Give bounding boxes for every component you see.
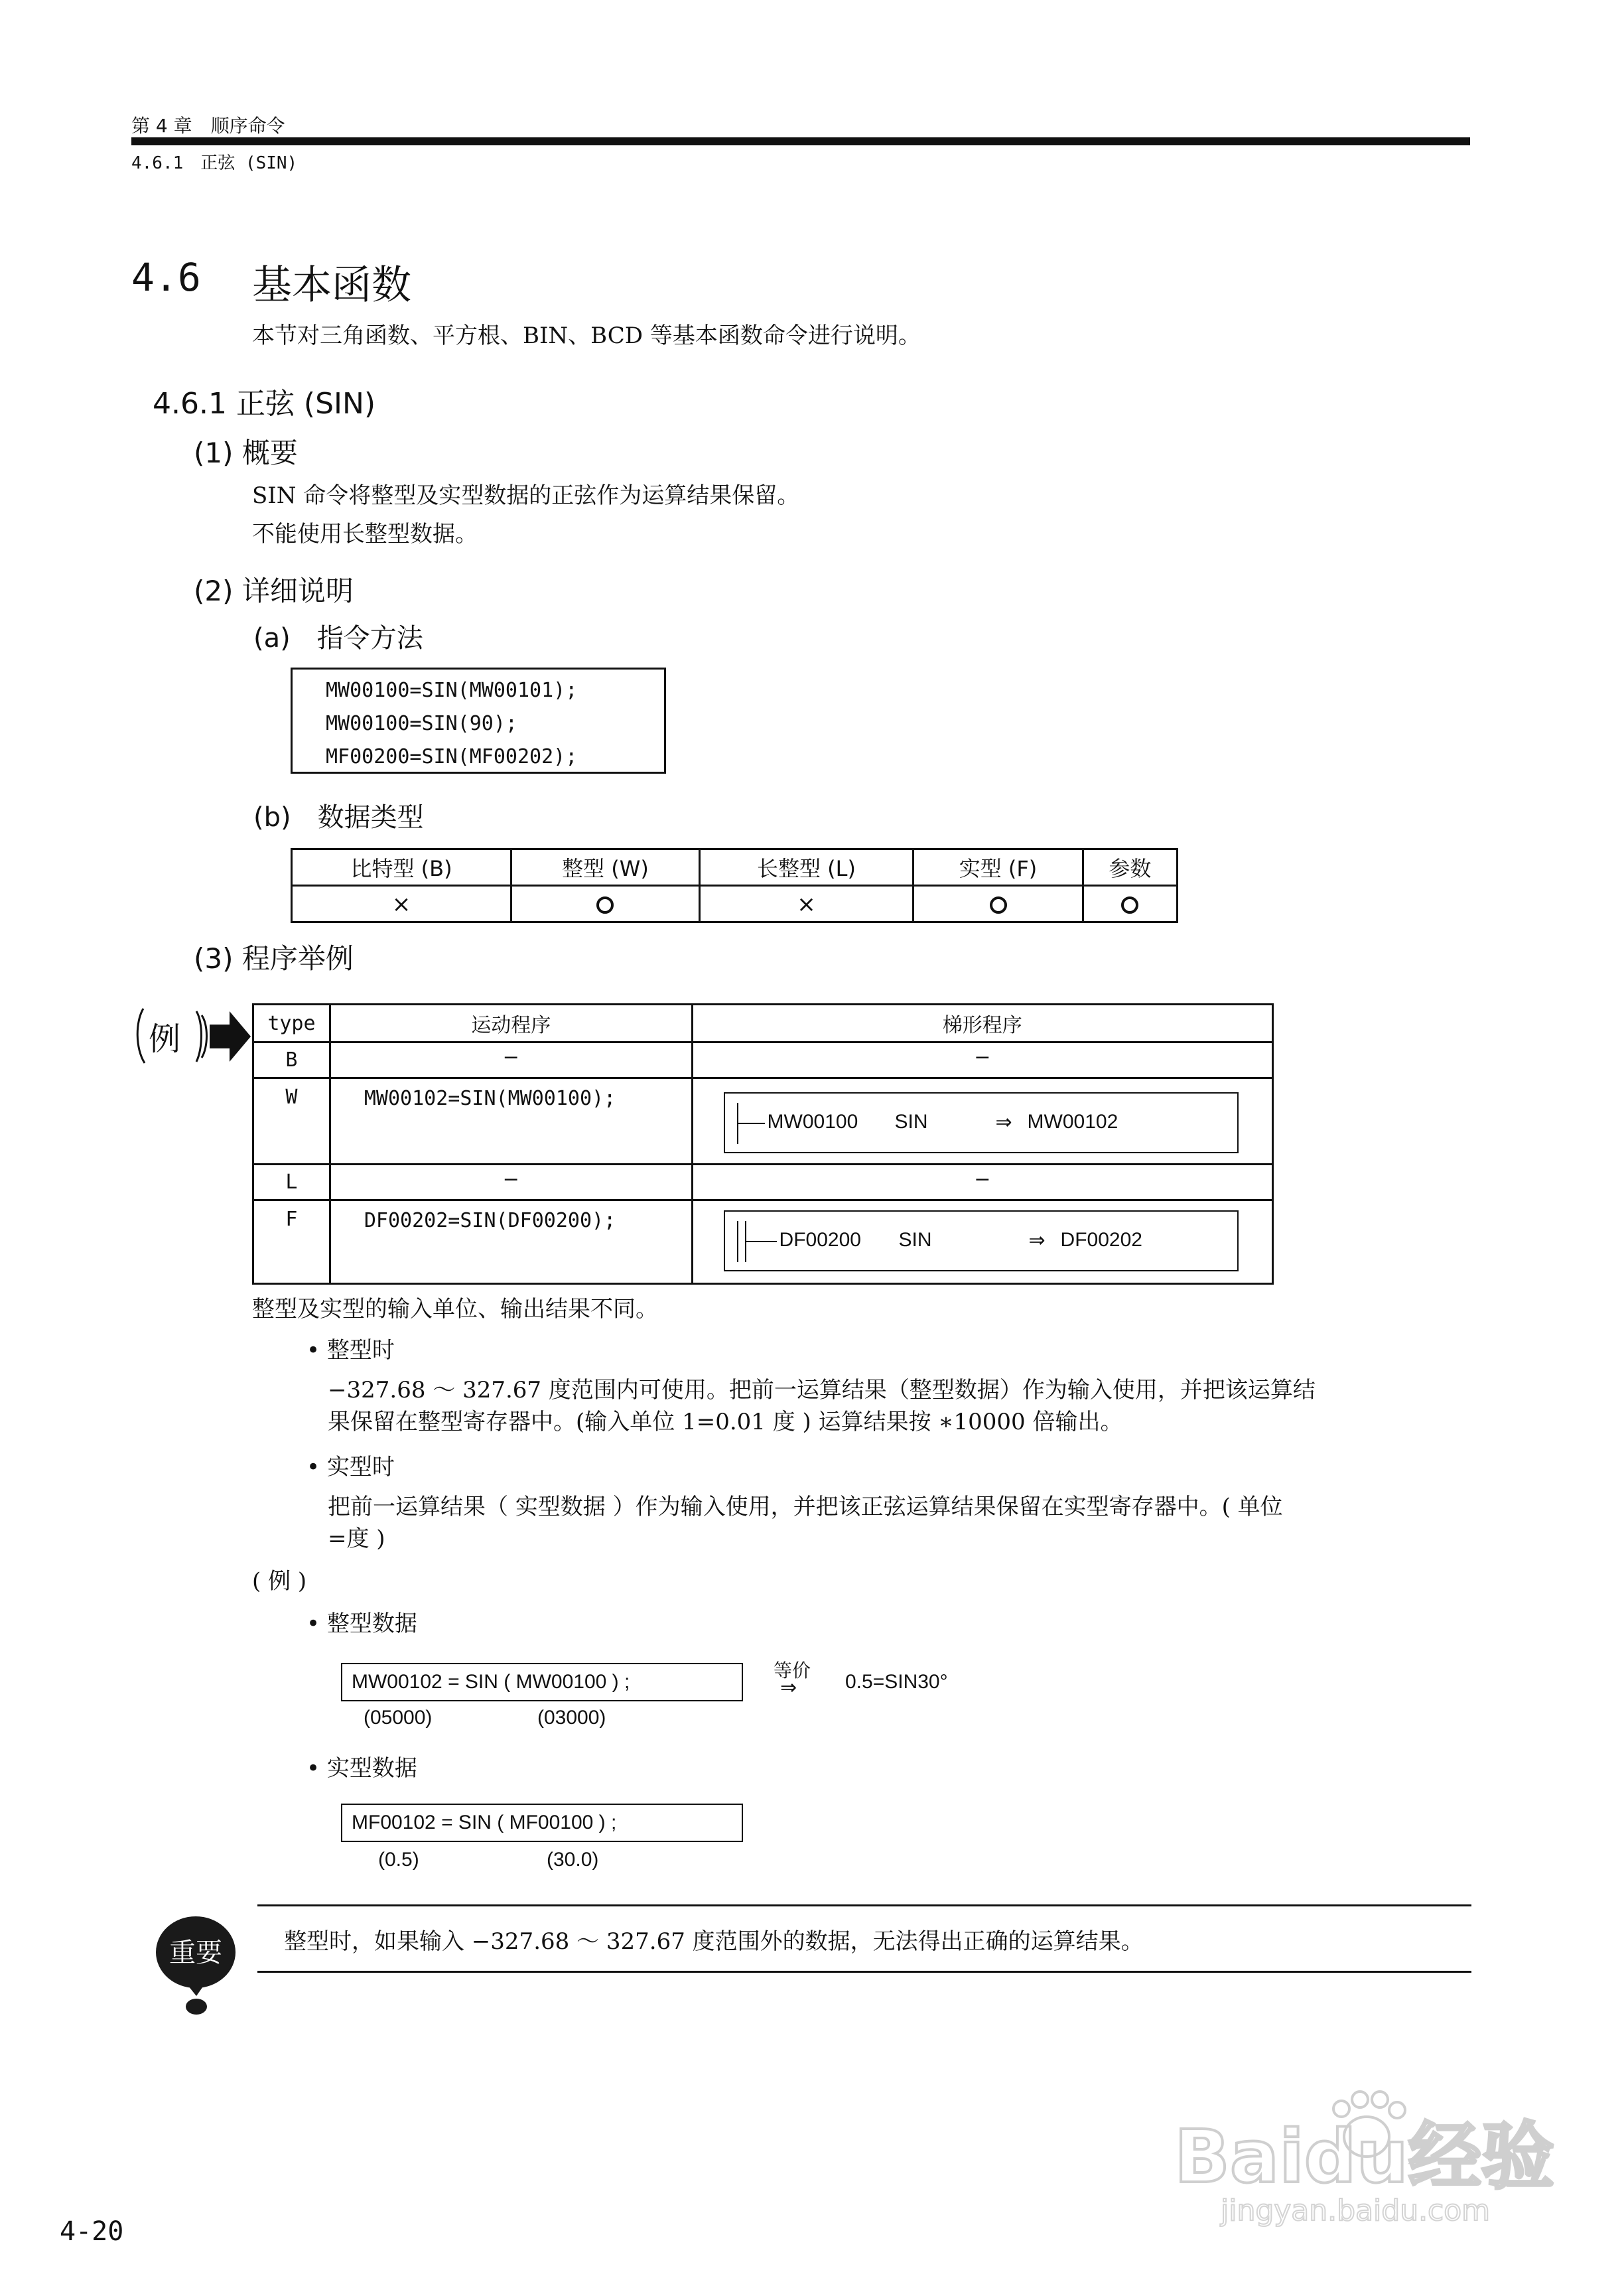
row-type: L — [253, 1165, 330, 1200]
type-mark-real — [914, 886, 1083, 922]
real-sub-1: (0.5) — [378, 1849, 419, 1871]
syntax-box — [291, 668, 666, 774]
important-rule-top — [257, 1904, 1471, 1906]
cross-mark: × — [391, 891, 411, 918]
important-icon — [153, 1911, 239, 2017]
example-label: ( 例 ) — [252, 1568, 307, 1595]
section-header: 4.6.1 正弦 (SIN) — [131, 153, 298, 173]
overview-line-1: SIN 命令将整型及实型数据的正弦作为运算结果保留。 — [252, 482, 800, 509]
real-data-bullet: • 实型数据 — [306, 1755, 417, 1782]
row-motion: − — [330, 1042, 692, 1078]
cmd-heading: (a) 指令方法 — [253, 623, 423, 654]
example-header-ladder: 梯形程序 — [692, 1005, 1272, 1042]
detail-heading: (2) 详细说明 — [194, 575, 354, 607]
ladder-arrow: ⇒ — [1028, 1230, 1046, 1251]
row-type: B — [253, 1042, 330, 1078]
syntax-line-3: MF00200=SIN(MF00202); — [326, 745, 578, 768]
int-sub-2: (03000) — [537, 1707, 606, 1729]
ladder-diagram — [724, 1092, 1239, 1153]
table-row — [253, 1165, 1273, 1200]
important-label: 重要 — [169, 1938, 222, 1968]
ladder-rail — [737, 1221, 738, 1262]
int-code-box: MW00102 = SIN ( MW00100 ) ; — [341, 1663, 743, 1701]
table-row — [253, 1200, 1273, 1284]
type-header-long: 长整型 (L) — [699, 849, 913, 886]
row-motion: DF00202=SIN(DF00200); — [330, 1200, 692, 1284]
type-mark-bit — [292, 886, 511, 922]
int-sub-1: (05000) — [364, 1707, 433, 1729]
row-ladder: − — [692, 1042, 1272, 1078]
notes-intro: 整型及实型的输入单位、输出结果不同。 — [252, 1296, 658, 1322]
data-type-table — [291, 848, 1178, 923]
header-rule — [131, 137, 1470, 145]
ladder-output: MW00102 — [1027, 1111, 1118, 1133]
page-number: 4-20 — [60, 2216, 124, 2247]
table-row — [253, 1042, 1273, 1078]
ladder-op: SIN — [898, 1229, 932, 1251]
ladder-arrow: ⇒ — [995, 1111, 1012, 1133]
row-type: F — [253, 1200, 330, 1284]
subsection-title: 4.6.1 正弦 (SIN) — [153, 387, 376, 421]
example-header-motion: 运动程序 — [330, 1005, 692, 1042]
type-header-int: 整型 (W) — [511, 849, 700, 886]
example-header-type: type — [253, 1005, 330, 1042]
type-header-param: 参数 — [1083, 849, 1177, 886]
int-text-1: −327.68 ～ 327.67 度范围内可使用。把前一运算结果（整型数据）作为输入使用，并把该运算结 — [328, 1377, 1316, 1403]
type-mark-long — [699, 886, 913, 922]
section-number: 4.6 — [131, 255, 201, 300]
row-motion: − — [330, 1165, 692, 1200]
ladder-diagram — [724, 1210, 1239, 1271]
int-data-bullet: • 整型数据 — [306, 1610, 417, 1637]
row-ladder-cell — [692, 1200, 1272, 1284]
equiv-label: 等价 — [774, 1660, 811, 1681]
real-text-1: 把前一运算结果（ 实型数据 ）作为输入使用，并把该正弦运算结果保留在实型寄存器中。( 单位 — [328, 1494, 1283, 1520]
section-intro: 本节对三角函数、平方根、BIN、BCD 等基本函数命令进行说明。 — [252, 322, 921, 349]
row-ladder: − — [692, 1165, 1272, 1200]
type-mark-param — [1083, 886, 1177, 922]
circle-mark — [1121, 896, 1138, 914]
equiv-arrow: ⇒ — [780, 1677, 797, 1699]
syntax-line-1: MW00100=SIN(MW00101); — [326, 679, 578, 702]
example-badge-label: 例 — [149, 1021, 181, 1058]
circle-mark — [596, 896, 614, 914]
type-header-bit: 比特型 (B) — [292, 849, 511, 886]
real-sub-2: (30.0) — [547, 1849, 599, 1871]
ladder-wire — [738, 1123, 765, 1124]
types-heading: (b) 数据类型 — [253, 802, 424, 833]
ladder-output: DF00202 — [1060, 1229, 1142, 1251]
real-text-2: =度 ) — [328, 1526, 385, 1552]
real-bullet: • 实型时 — [306, 1454, 395, 1480]
baidu-watermark-logo — [1168, 2090, 1566, 2230]
equiv-value: 0.5=SIN30° — [845, 1671, 948, 1693]
circle-mark — [990, 896, 1007, 914]
cross-mark: × — [797, 891, 816, 918]
real-code-box: MF00102 = SIN ( MF00100 ) ; — [341, 1804, 743, 1842]
row-ladder-cell — [692, 1078, 1272, 1165]
type-mark-int — [511, 886, 700, 922]
row-motion: MW00102=SIN(MW00100); — [330, 1078, 692, 1165]
example-badge-icon — [130, 1002, 252, 1068]
type-header-real: 实型 (F) — [914, 849, 1083, 886]
syntax-line-2: MW00100=SIN(90); — [326, 712, 517, 735]
table-row — [253, 1078, 1273, 1165]
important-rule-bottom — [257, 1971, 1471, 1973]
example-table — [252, 1003, 1274, 1285]
watermark-url: jingyan.baidu.com — [1221, 2194, 1491, 2228]
example-heading: (3) 程序举例 — [194, 942, 354, 975]
ladder-input: DF00200 — [779, 1229, 861, 1251]
int-bullet: • 整型时 — [306, 1337, 395, 1364]
ladder-wire — [746, 1241, 777, 1242]
overview-line-2: 不能使用长整型数据。 — [252, 521, 478, 547]
row-type: W — [253, 1078, 330, 1165]
int-text-2: 果保留在整型寄存器中。(输入单位 1=0.01 度 ) 运算结果按 ∗10000 倍输出。 — [328, 1409, 1123, 1435]
important-text: 整型时，如果输入 −327.68 ～ 327.67 度范围外的数据，无法得出正确的运算结果。 — [284, 1928, 1144, 1955]
chapter-header: 第 4 章 顺序命令 — [131, 115, 285, 137]
ladder-op: SIN — [894, 1111, 928, 1133]
section-title: 基本函数 — [252, 262, 411, 309]
overview-heading: (1) 概要 — [194, 437, 298, 469]
ladder-input: MW00100 — [767, 1111, 858, 1133]
watermark-brand: Baidu经验 — [1174, 2114, 1554, 2199]
